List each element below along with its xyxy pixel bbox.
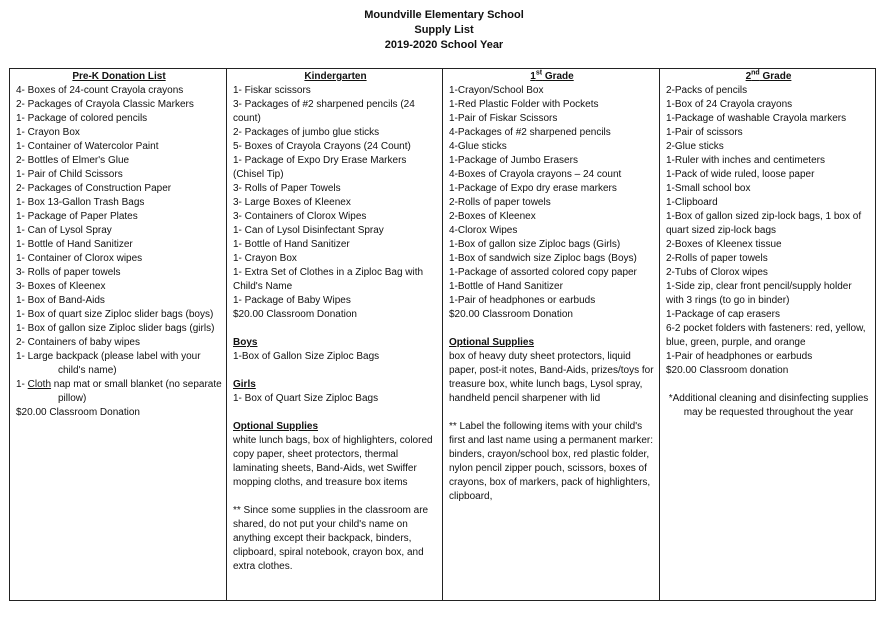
- list-item: 2- Bottles of Elmer's Glue: [16, 155, 130, 166]
- document-header: [0, 8, 888, 53]
- list-item: 1-Box of 24 Crayola crayons: [666, 99, 793, 110]
- list-item: $20.00 Classroom Donation: [449, 309, 573, 320]
- list-item: 1-Red Plastic Folder with Pockets: [449, 99, 599, 110]
- list-item: 1-Pair of headphones or earbuds: [666, 351, 813, 362]
- first-grade-optional-text: box of heavy duty sheet protectors, liquid paper, post-it notes, Band-Aids, prizes/toys for treasure box, white lunch bags, Lysol spray, handheld pencil sharpener with lid: [449, 351, 654, 404]
- list-item: 1- Bottle of Hand Sanitizer: [16, 239, 133, 250]
- list-item: 4-Boxes of Crayola crayons – 24 count: [449, 169, 622, 180]
- list-item: 2- Packages of jumbo glue sticks: [233, 127, 380, 138]
- list-item: 1- Can of Lysol Disinfectant Spray: [233, 225, 384, 236]
- list-item: 1- Package of Paper Plates: [16, 211, 138, 222]
- list-item: 1- Container of Clorox wipes: [16, 253, 143, 264]
- list-item: 1-Clipboard: [666, 197, 718, 208]
- list-item: 1- Extra Set of Clothes in a Ziploc Bag with Child's Name: [233, 267, 424, 292]
- kindergarten-optional-heading: Optional Supplies: [233, 421, 319, 432]
- list-item: 4-Packages of #2 sharpened pencils: [449, 127, 611, 138]
- list-item: 2-Boxes of Kleenex tissue: [666, 239, 782, 250]
- school-year: 2019-2020 School Year: [384, 39, 504, 51]
- kindergarten-note: ** Since some supplies in the classroom are shared, do not put your child's name on anything except their backpack, binders, clipboard, spiral notebook, crayon box, and extra clothes.: [233, 505, 429, 572]
- list-item: 2- Packages of Crayola Classic Markers: [16, 99, 194, 110]
- prek-item-list: [16, 84, 222, 420]
- list-item: 1-Box of sandwich size Ziploc bags (Boys): [449, 253, 637, 264]
- nap-mat-item: 1- Cloth nap mat or small blanket (no separate pillow): [16, 379, 222, 404]
- boys-item: 1-Box of Gallon Size Ziploc Bags: [233, 351, 380, 362]
- list-item: 1-Side zip, clear front pencil/supply holder with 3 rings (to go in binder): [666, 281, 852, 306]
- list-item: 5- Boxes of Crayola Crayons (24 Count): [233, 141, 411, 152]
- list-item: 1-Package of washable Crayola markers: [666, 113, 847, 124]
- list-item: 2-Rolls of paper towels: [666, 253, 768, 264]
- list-item: 2-Packs of pencils: [666, 85, 748, 96]
- list-item: 3- Boxes of Kleenex: [16, 281, 106, 292]
- first-grade-column: [443, 69, 660, 601]
- list-item: 1- Can of Lysol Spray: [16, 225, 112, 236]
- supply-table: [9, 68, 876, 601]
- list-item: 1- Pair of Child Scissors: [16, 169, 123, 180]
- list-item: 1-Pair of Fiskar Scissors: [449, 113, 558, 124]
- list-item: 1-Bottle of Hand Sanitizer: [449, 281, 563, 292]
- list-title: Supply List: [414, 24, 474, 36]
- list-item: 1-Package of Expo dry erase markers: [449, 183, 617, 194]
- list-item: 3- Packages of #2 sharpened pencils (24 count): [233, 99, 415, 124]
- list-item: 1-Small school box: [666, 183, 751, 194]
- kindergarten-column: [227, 69, 443, 601]
- cloth-emphasis: Cloth: [27, 379, 52, 390]
- girls-item: 1- Box of Quart Size Ziploc Bags: [233, 393, 379, 404]
- girls-heading: Girls: [233, 379, 256, 390]
- boys-heading: Boys: [233, 337, 258, 348]
- list-item: 1-Box of gallon size Ziploc bags (Girls): [449, 239, 621, 250]
- school-name: Moundville Elementary School: [364, 9, 524, 21]
- list-item: 1- Package of Baby Wipes: [233, 295, 351, 306]
- list-item: 1-Pack of wide ruled, loose paper: [666, 169, 815, 180]
- list-item: 1-Pair of scissors: [666, 127, 743, 138]
- list-item: 1- Package of colored pencils: [16, 113, 148, 124]
- spacer: [449, 406, 655, 420]
- spacer: [233, 490, 438, 504]
- list-item: 1- Fiskar scissors: [233, 85, 311, 96]
- list-item: 2-Glue sticks: [666, 141, 724, 152]
- list-item: 1- Box of Band-Aids: [16, 295, 105, 306]
- second-grade-column: [660, 69, 876, 601]
- list-item: 4-Glue sticks: [449, 141, 507, 152]
- list-item: 2- Packages of Construction Paper: [16, 183, 172, 194]
- list-item: 4-Clorox Wipes: [449, 225, 518, 236]
- list-item: $20.00 Classroom donation: [666, 365, 789, 376]
- list-item: 4- Boxes of 24-count Crayola crayons: [16, 85, 184, 96]
- first-grade-title: 1st Grade: [530, 69, 574, 82]
- list-item: 3- Rolls of paper towels: [16, 267, 121, 278]
- second-grade-note: *Additional cleaning and disinfecting supplies may be requested throughout the year: [668, 393, 869, 418]
- list-item: 1- Crayon Box: [233, 253, 297, 264]
- list-item: 1- Package of Expo Dry Erase Markers (Chisel Tip): [233, 155, 407, 180]
- list-item: 1-Ruler with inches and centimeters: [666, 155, 825, 166]
- kindergarten-title: Kindergarten: [304, 71, 367, 82]
- list-item: 1-Package of cap erasers: [666, 309, 780, 320]
- list-item: 1- Box 13-Gallon Trash Bags: [16, 197, 145, 208]
- list-item: 1- Large backpack (please label with your child's name): [16, 351, 201, 376]
- list-item: 1- Container of Watercolor Paint: [16, 141, 159, 152]
- list-item: 6-2 pocket folders with fasteners: red, yellow, blue, green, purple, and orange: [666, 323, 866, 348]
- list-item: 1- Crayon Box: [16, 127, 80, 138]
- list-item: $20.00 Classroom Donation: [233, 309, 357, 320]
- list-item: 2-Boxes of Kleenex: [449, 211, 536, 222]
- list-item: 1-Crayon/School Box: [449, 85, 544, 96]
- list-item: 2-Tubs of Clorox wipes: [666, 267, 768, 278]
- list-item: 1-Box of gallon sized zip-lock bags, 1 box of quart sized zip-lock bags: [666, 211, 862, 236]
- list-item: 1- Box of quart size Ziploc slider bags (boys): [16, 309, 214, 320]
- list-item: 1- Box of gallon size Ziploc slider bags (girls): [16, 323, 215, 334]
- list-item: 1-Pair of headphones or earbuds: [449, 295, 596, 306]
- prek-column: [10, 69, 227, 601]
- prek-donation: $20.00 Classroom Donation: [16, 407, 140, 418]
- list-item: 3- Containers of Clorox Wipes: [233, 211, 367, 222]
- list-item: 1-Package of Jumbo Erasers: [449, 155, 578, 166]
- list-item: 3- Rolls of Paper Towels: [233, 183, 341, 194]
- second-grade-title: 2nd Grade: [745, 69, 792, 82]
- first-grade-optional-heading: Optional Supplies: [449, 337, 535, 348]
- list-item: 1- Bottle of Hand Sanitizer: [233, 239, 350, 250]
- list-item: 2- Containers of baby wipes: [16, 337, 140, 348]
- list-item: 1-Package of assorted colored copy paper: [449, 267, 637, 278]
- kindergarten-optional-text: white lunch bags, box of highlighters, colored copy paper, sheet protectors, thermal laminating sheets, Band-Aids, wet Swiffer mopping cloths, and treasure box items: [233, 435, 433, 488]
- prek-title: Pre-K Donation List: [72, 71, 166, 82]
- first-grade-note: ** Label the following items with your child's first and last name using a permanent marker: binders, crayon/school box, red plastic folder, nylon pencil zipper pouch, scissors, boxes of crayons, box of markers, pack of highlighters, clipboard,: [449, 421, 653, 502]
- list-item: 3- Large Boxes of Kleenex: [233, 197, 351, 208]
- list-item: 2-Rolls of paper towels: [449, 197, 551, 208]
